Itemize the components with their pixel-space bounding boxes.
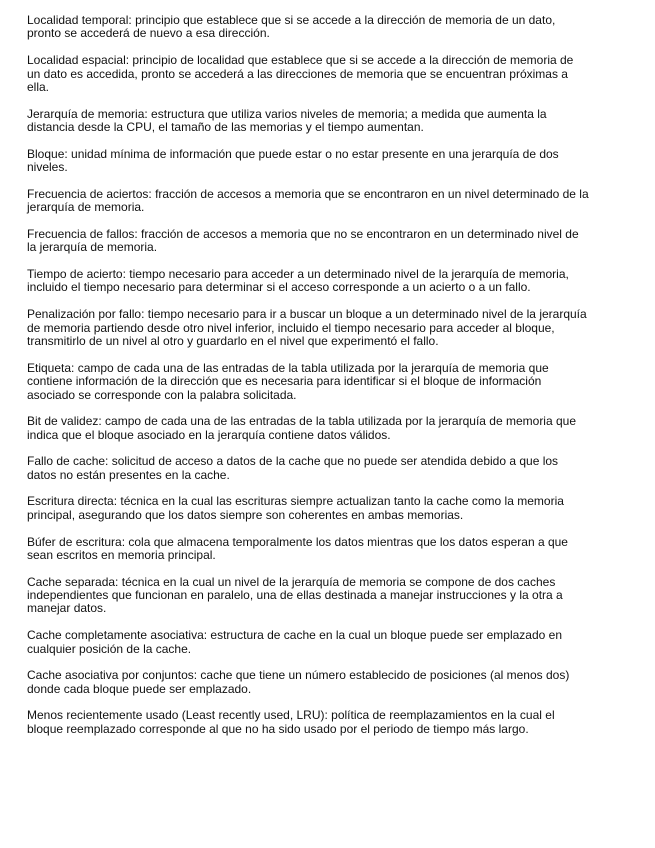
definition-frecuencia-de-aciertos: Frecuencia de aciertos: fracción de accesos a memoria que se encontraron en un nivel determinado de la jerarquía de memoria. bbox=[27, 186, 589, 215]
definition-bit-de-validez: Bit de validez: campo de cada una de las entradas de la tabla utilizada por la jerarquía de memoria que indica que el bloque asociado en la jerarquía contiene datos válidos. bbox=[27, 414, 577, 442]
definition-bloque: Bloque: unidad mínima de información que puede estar o no estar presente en una jerarquía de dos niveles. bbox=[27, 146, 559, 175]
definition-fallo-de-cache: Fallo de cache: solicitud de acceso a datos de la cache que no puede ser atendida debido a que los datos no están presentes en la cache. bbox=[27, 454, 559, 482]
definition-escritura-directa: Escritura directa: técnica en la cual las escrituras siempre actualizan tanto la cache como la memoria principal, asegurando que los datos siempre son coherentes en ambas memorias. bbox=[27, 494, 564, 522]
definition-lru: Menos recientemente usado (Least recently used, LRU): política de reemplazamientos en la cual el bloque reemplazado corresponde al que no ha sido usado por el periodo de tiempo más largo. bbox=[27, 708, 555, 736]
document-body bbox=[27, 14, 632, 749]
definition-localidad-temporal: Localidad temporal: principio que establece que si se accede a la dirección de memoria de un dato, pronto se accederá de nuevo a esa dirección. bbox=[27, 13, 556, 41]
definition-cache-separada: Cache separada: técnica en la cual un nivel de la jerarquía de memoria se compone de dos caches independientes que funcionan en paralelo, una de ellas destinada a manejar instrucciones y la otra a manejar datos. bbox=[27, 574, 563, 616]
definition-cache-asociativa-por-conjuntos: Cache asociativa por conjuntos: cache que tiene un número establecido de posiciones (al menos dos) donde cada bloque puede ser emplazado. bbox=[27, 668, 570, 696]
definition-localidad-espacial: Localidad espacial: principio de localidad que establece que si se accede a la dirección de memoria de un dato es accedida, pronto se accederá a las direcciones de memoria que se encuentran próximas a ella. bbox=[27, 53, 574, 94]
definition-penalizacion-por-fallo: Penalización por fallo: tiempo necesario para ir a buscar un bloque a un determinado nivel de la jerarquía de memoria partiendo desde otro nivel inferior, incluido el tiempo necesario para acceder al bloque, transmitirlo de un nivel al otro y guardarlo en el nivel que experimentó el fallo. bbox=[27, 307, 587, 348]
definition-etiqueta: Etiqueta: campo de cada una de las entradas de la tabla utilizada por la jerarquía de memoria que contiene información de la dirección que es necesaria para identificar si el bloque de información asociado se corresponde con la palabra solicitada. bbox=[27, 360, 549, 402]
definition-jerarquia-de-memoria: Jerarquía de memoria: estructura que utiliza varios niveles de memoria; a medida que aumenta la distancia desde la CPU, el tamaño de las memorias y el tiempo aumentan. bbox=[27, 106, 547, 135]
definition-cache-completamente-asociativa: Cache completamente asociativa: estructura de cache en la cual un bloque puede ser emplazado en cualquier posición de la cache. bbox=[27, 628, 563, 656]
definition-frecuencia-de-fallos: Frecuencia de fallos: fracción de accesos a memoria que no se encontraron en un determinado nivel de la jerarquía de memoria. bbox=[27, 226, 579, 255]
definition-tiempo-de-acierto: Tiempo de acierto: tiempo necesario para acceder a un determinado nivel de la jerarquía de memoria, incluido el tiempo necesario para determinar si el acceso corresponde a un acierto o a un fallo. bbox=[27, 267, 569, 295]
definition-bufer-de-escritura: Búfer de escritura: cola que almacena temporalmente los datos mientras que los datos esperan a que sean escritos en memoria principal. bbox=[27, 534, 568, 562]
